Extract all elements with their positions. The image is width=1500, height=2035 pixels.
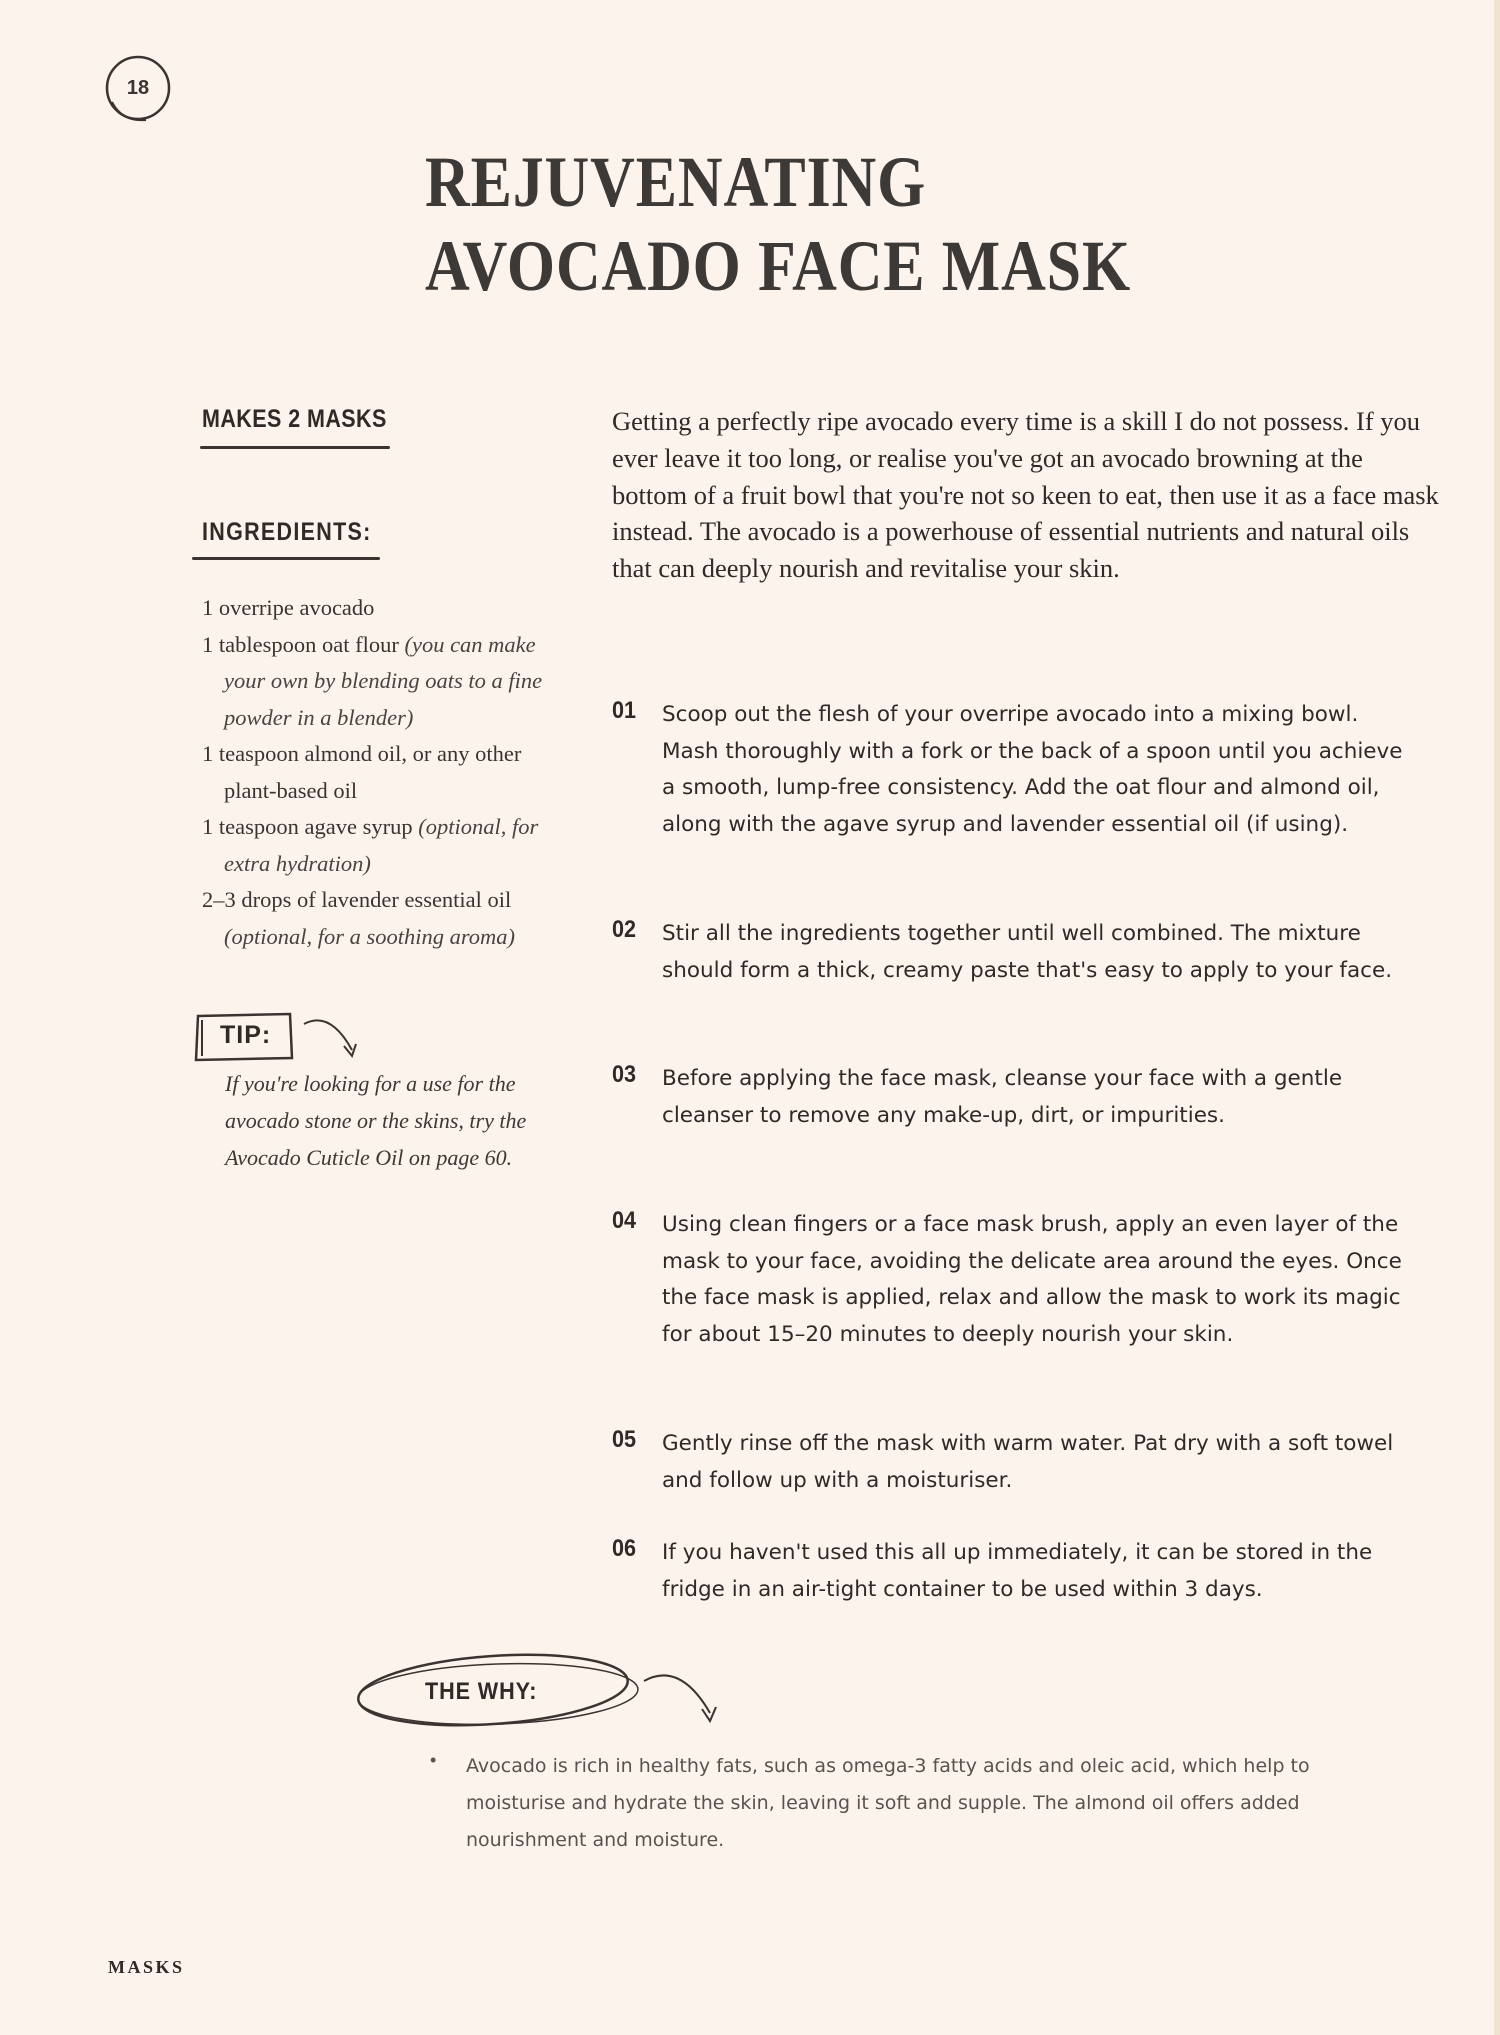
page-number: 18 <box>126 76 150 99</box>
ingredients-list <box>202 590 552 955</box>
why-label: THE WHY: <box>425 1678 538 1705</box>
tip-label-box <box>192 1010 292 1060</box>
page-number-badge <box>102 52 174 124</box>
ingredient-item <box>202 736 552 809</box>
why-bullet: • <box>430 1750 437 1770</box>
ingredient-text: 1 tablespoon oat flour <box>202 631 405 657</box>
step-text: Scoop out the flesh of your overripe avocado into a mixing bowl. Mash thoroughly with a fork or the back of a spoon until you achieve a smooth, lump-free consistency. Add the oat flour and almond oil, along with the agave syrup and lavender essential oil (if using). <box>662 702 1403 837</box>
step-text: Gently rinse off the mask with warm water. Pat dry with a soft towel and follow up with a moisturiser. <box>662 1431 1394 1493</box>
why-arrow-icon <box>640 1665 730 1735</box>
title-line-2: AVOCADO FACE MASK <box>425 226 1131 306</box>
step-number: 03 <box>612 1061 637 1088</box>
intro-paragraph: Getting a perfectly ripe avocado every time is a skill I do not possess. If you ever leave it too long, or realise you've got an avocado browning at the bottom of a fruit bowl that you're not so keen to eat, then use it as a face mask instead. The avocado is a powerhouse of essential nutrients and natural oils that can deeply nourish and revitalise your skin. <box>612 406 1439 584</box>
step-number: 04 <box>612 1207 637 1234</box>
ingredient-text: 1 teaspoon almond oil, or any other plant-based oil <box>202 741 522 803</box>
ingredients-heading: INGREDIENTS: <box>202 518 372 546</box>
step-text: If you haven't used this all up immediately, it can be stored in the fridge in an air-tight container to be used within 3 days. <box>662 1540 1373 1602</box>
ingredients-underline <box>192 557 380 560</box>
step-text: Before applying the face mask, cleanse your face with a gentle cleanser to remove any make-up, dirt, or impurities. <box>662 1066 1343 1128</box>
ingredient-note: (optional, for extra hydration) <box>224 814 539 876</box>
ingredient-note: (you can make your own by blending oats to a fine powder in a blender) <box>224 631 543 730</box>
tip-label: TIP: <box>220 1021 272 1049</box>
ingredient-item <box>202 590 552 627</box>
step-number: 01 <box>612 697 637 724</box>
page-title <box>425 140 1199 308</box>
section-footer: MASKS <box>108 1957 185 1977</box>
step-number: 06 <box>612 1535 637 1562</box>
step-text: Stir all the ingredients together until well combined. The mixture should form a thick, creamy paste that's easy to apply to your face. <box>662 921 1393 983</box>
tip-arrow-icon <box>300 1012 370 1072</box>
yield-label: MAKES 2 MASKS <box>202 405 387 433</box>
tip-text: If you're looking for a use for the avocado stone or the skins, try the Avocado Cuticle Oil on page 60. <box>225 1071 527 1170</box>
step-number: 02 <box>612 916 637 943</box>
ingredient-text: 2–3 drops of lavender essential oil <box>202 887 512 912</box>
page-edge <box>1494 0 1500 2035</box>
yield-underline <box>200 446 390 449</box>
title-line-1: REJUVENATING <box>425 142 927 222</box>
ingredient-item <box>202 627 552 737</box>
ingredient-item <box>202 882 552 955</box>
ingredient-text: 1 overripe avocado <box>202 595 375 620</box>
ingredient-text: 1 teaspoon agave syrup <box>202 814 419 839</box>
step-number: 05 <box>612 1426 637 1453</box>
step-text: Using clean fingers or a face mask brush, apply an even layer of the mask to your face, avoiding the delicate area around the eyes. Once the face mask is applied, relax and allow the mask to work its magic for about 15–20 minutes to deeply nourish your skin. <box>662 1212 1402 1347</box>
why-text: Avocado is rich in healthy fats, such as omega-3 fatty acids and oleic acid, which help to moisturise and hydrate the skin, leaving it soft and supple. The almond oil offers added nourishment and moisture. <box>466 1755 1310 1851</box>
ingredient-note: (optional, for a soothing aroma) <box>224 923 516 949</box>
ingredient-item <box>202 809 552 882</box>
